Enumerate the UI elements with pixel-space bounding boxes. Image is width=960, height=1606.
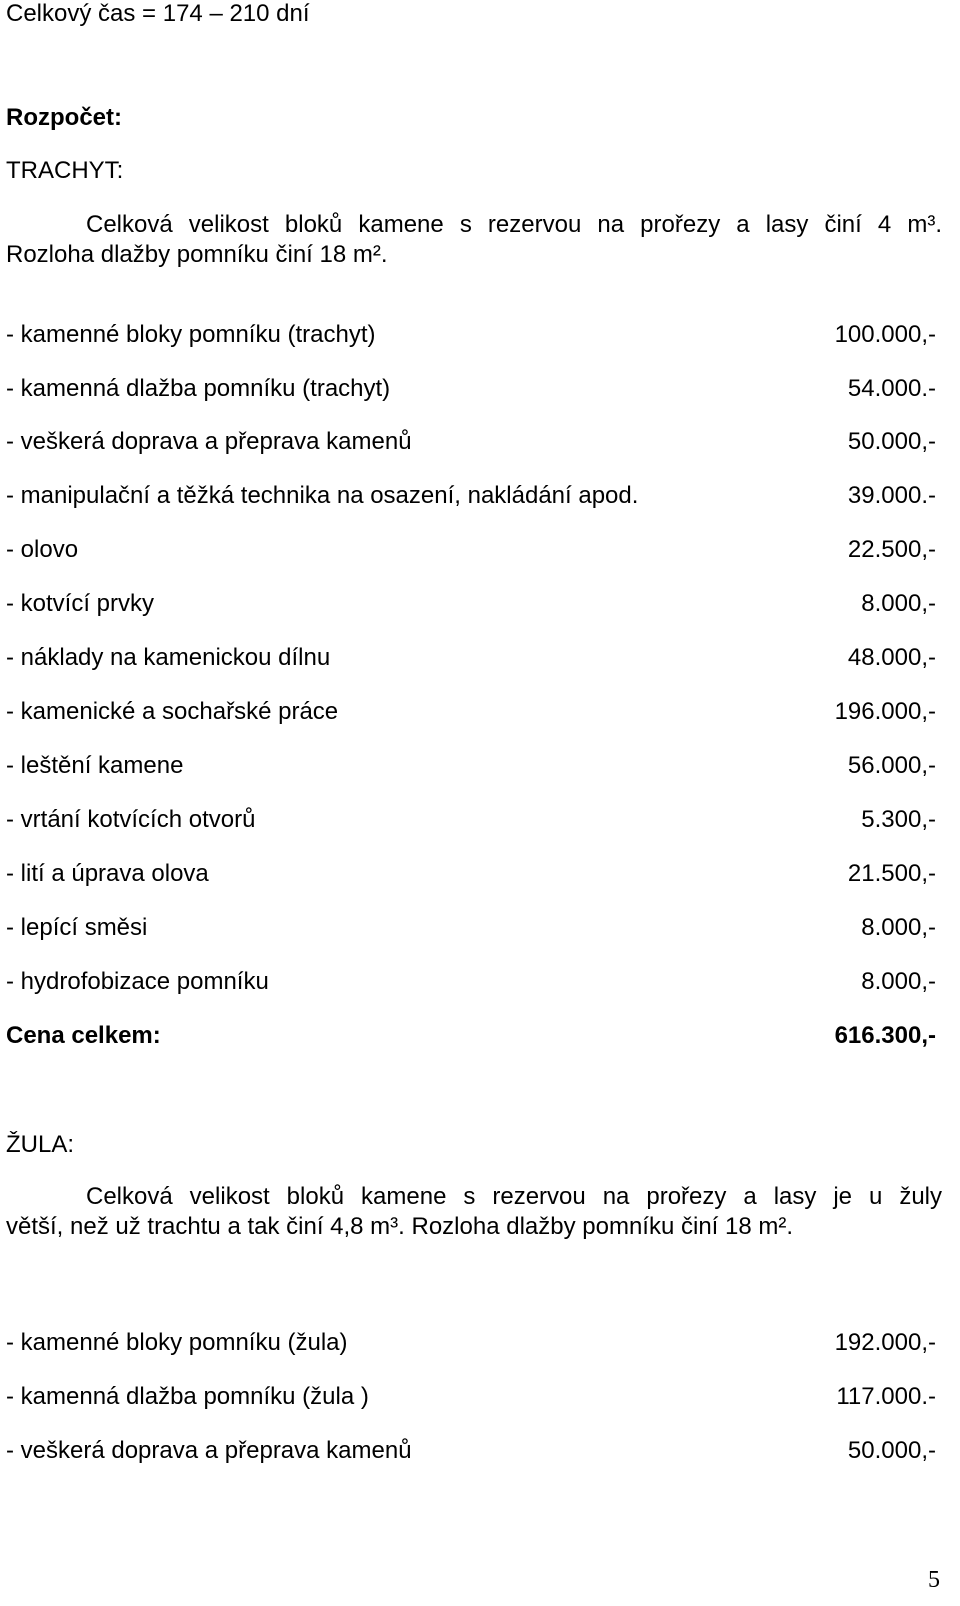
cost-value: 21.500,- xyxy=(847,860,936,887)
cost-label: - vrtání kotvících otvorů xyxy=(6,806,256,833)
total-value: 616.300,- xyxy=(834,1022,936,1049)
cost-label: - hydrofobizace pomníku xyxy=(6,968,269,995)
cost-value: 117.000.- xyxy=(836,1383,936,1410)
cost-label: - leštění kamene xyxy=(6,752,184,779)
trachyt-intro xyxy=(6,210,942,270)
cost-value: 8.000,- xyxy=(861,590,936,617)
cost-label: - veškerá doprava a přeprava kamenů xyxy=(6,428,412,455)
cost-label: - manipulační a těžká technika na osazení, nakládání apod. xyxy=(6,482,639,509)
cost-label: - kamenné bloky pomníku (žula) xyxy=(6,1329,348,1356)
cost-value: 48.000,- xyxy=(847,644,936,671)
zula-intro-line1: Celková velikost bloků kamene s rezervou na prořezy a lasy je u žuly xyxy=(86,1183,942,1210)
cost-value: 100.000,- xyxy=(834,321,936,348)
cost-label: - lepící směsi xyxy=(6,914,148,941)
cost-value: 5.300,- xyxy=(861,806,936,833)
cost-label: - olovo xyxy=(6,536,79,563)
cost-label: - kamenné bloky pomníku (trachyt) xyxy=(6,321,376,348)
zula-intro-line2: větší, než už trachtu a tak činí 4,8 m³. Rozloha dlažby pomníku činí 18 m². xyxy=(6,1213,794,1240)
zula-heading: ŽULA: xyxy=(6,1131,75,1158)
trachyt-heading: TRACHYT: xyxy=(6,157,124,184)
cost-value: 8.000,- xyxy=(861,914,936,941)
cost-label: - kamenná dlažba pomníku (trachyt) xyxy=(6,375,391,402)
cost-value: 8.000,- xyxy=(861,968,936,995)
cost-label: - lití a úprava olova xyxy=(6,860,209,887)
cost-value: 50.000,- xyxy=(847,1437,936,1464)
cost-value: 54.000.- xyxy=(847,375,936,402)
cost-value: 39.000.- xyxy=(847,482,936,509)
budget-heading: Rozpočet: xyxy=(6,104,122,131)
zula-intro xyxy=(6,1182,942,1242)
trachyt-intro-line1: Celková velikost bloků kamene s rezervou na prořezy a lasy činí 4 m³. xyxy=(86,211,942,238)
cost-value: 56.000,- xyxy=(847,752,936,779)
page-number: 5 xyxy=(928,1567,940,1593)
cost-label: - kamenické a sochařské práce xyxy=(6,698,339,725)
cost-label: - kamenná dlažba pomníku (žula ) xyxy=(6,1383,369,1410)
cost-label: - veškerá doprava a přeprava kamenů xyxy=(6,1437,412,1464)
cost-label: - náklady na kamenickou dílnu xyxy=(6,644,331,671)
cost-value: 196.000,- xyxy=(834,698,936,725)
cost-value: 50.000,- xyxy=(847,428,936,455)
cost-value: 192.000,- xyxy=(834,1329,936,1356)
cost-value: 22.500,- xyxy=(847,536,936,563)
total-label: Cena celkem: xyxy=(6,1022,161,1049)
trachyt-intro-line2: Rozloha dlažby pomníku činí 18 m². xyxy=(6,241,388,268)
cost-label: - kotvící prvky xyxy=(6,590,155,617)
total-time-line: Celkový čas = 174 – 210 dní xyxy=(6,0,310,27)
